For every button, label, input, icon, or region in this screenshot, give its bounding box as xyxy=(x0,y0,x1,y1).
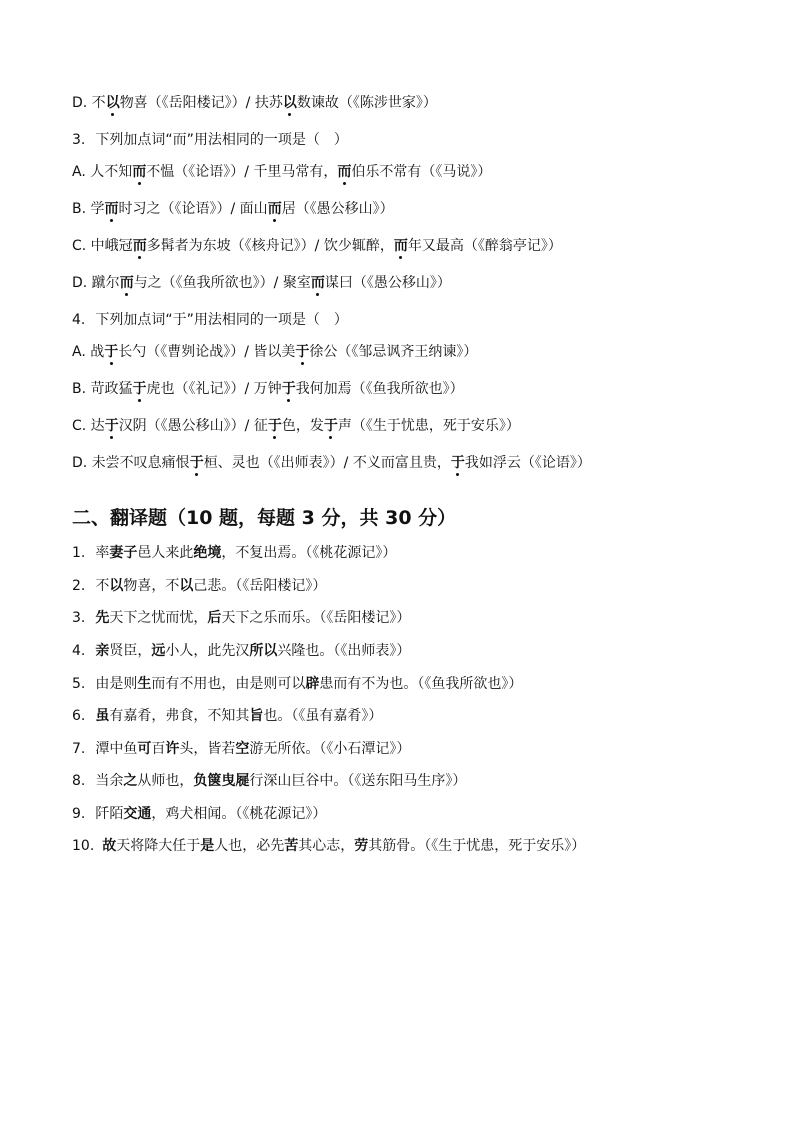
text: B. 苛政猛 xyxy=(72,381,133,397)
key-word: 故 xyxy=(102,838,117,854)
text: 而有不用也，由是则可以 xyxy=(151,676,306,692)
translation-item-9 xyxy=(72,804,326,824)
translation-item-4 xyxy=(72,641,410,661)
item-number: 6. xyxy=(72,708,86,724)
question-text: 下列加点词“于”用法相同的一项是（ ） xyxy=(95,312,348,328)
key-word: 生 xyxy=(137,676,152,692)
item-number: 8. xyxy=(72,773,86,789)
dotted-word: 而 xyxy=(119,275,134,291)
text: 我何加焉（《鱼我所欲也》） xyxy=(295,381,464,397)
option-b-q3 xyxy=(72,199,394,219)
key-word: 之 xyxy=(123,773,138,789)
translation-item-6 xyxy=(72,706,382,726)
text: 不愠（《论语》）/ 千里马常有， xyxy=(146,164,338,180)
key-word: 远 xyxy=(151,643,166,659)
text: 有嘉肴，弗食，不知其 xyxy=(109,708,250,724)
item-number: 1. xyxy=(72,545,86,561)
key-word: 以 xyxy=(109,578,124,594)
text: D. 未尝不叹息痛恨 xyxy=(72,455,190,471)
translation-item-1 xyxy=(72,543,396,563)
text: 天将降大任于 xyxy=(116,838,201,854)
text: 也。（《虽有嘉肴》） xyxy=(263,708,383,724)
text: 由是则 xyxy=(95,676,138,692)
text: A. 战 xyxy=(72,344,105,360)
dotted-word: 而 xyxy=(337,164,352,180)
key-word: 以 xyxy=(179,578,194,594)
option-b-q4 xyxy=(72,379,464,399)
question-number: 3. xyxy=(72,132,86,148)
text: 率 xyxy=(95,545,110,561)
text: 潭中鱼 xyxy=(95,741,138,757)
option-a-q3 xyxy=(72,162,491,182)
text: B. 学 xyxy=(72,201,105,217)
text: 当余 xyxy=(95,773,124,789)
text: 患而有不为也。（《鱼我所欲也》） xyxy=(319,676,523,692)
text: 贤臣， xyxy=(109,643,152,659)
text: 游无所依。（《小石潭记》） xyxy=(249,741,411,757)
dotted-word: 于 xyxy=(281,381,296,397)
key-word: 空 xyxy=(235,741,250,757)
text: 谋曰（《愚公移山》） xyxy=(324,275,451,291)
text: 与之（《鱼我所欲也》）/ 聚室 xyxy=(133,275,311,291)
translation-item-2 xyxy=(72,576,326,596)
text: 其心志， xyxy=(298,838,355,854)
text: 己悲。（《岳阳楼记》） xyxy=(193,578,327,594)
key-word: 妻子 xyxy=(109,545,138,561)
translation-item-10 xyxy=(72,836,585,856)
text: 我如浮云（《论语》） xyxy=(464,455,591,471)
item-number: 5. xyxy=(72,676,86,692)
text: 长勺（《曹刿论战》）/ 皆以美 xyxy=(118,344,296,360)
dotted-word: 于 xyxy=(450,455,465,471)
key-word: 是 xyxy=(200,838,215,854)
text: 年又最高（《醉翁亭记》） xyxy=(407,238,562,254)
text: 兴隆也。（《出师表》） xyxy=(277,643,411,659)
text: 阡陌 xyxy=(95,806,124,822)
text: 行深山巨谷中。（《送东阳马生序》） xyxy=(249,773,467,789)
text: ，鸡犬相闻。（《桃花源记》） xyxy=(151,806,327,822)
dotted-word: 于 xyxy=(323,418,338,434)
key-word: 负箧曳屣 xyxy=(193,773,250,789)
key-word: 许 xyxy=(165,741,180,757)
text: 时习之（《论语》）/ 面山 xyxy=(118,201,268,217)
dotted-word: 于 xyxy=(189,455,204,471)
key-word: 绝境 xyxy=(193,545,222,561)
translation-item-7 xyxy=(72,739,410,759)
dotted-word: 以 xyxy=(105,95,120,111)
key-word: 辟 xyxy=(305,676,320,692)
dotted-word: 而 xyxy=(267,201,282,217)
question-4 xyxy=(72,310,348,330)
key-word: 所以 xyxy=(249,643,278,659)
key-word: 劳 xyxy=(354,838,369,854)
option-c-q3 xyxy=(72,236,562,256)
key-word: 亲 xyxy=(95,643,110,659)
question-text: 下列加点词“而”用法相同的一项是（ ） xyxy=(95,132,348,148)
dotted-word: 于 xyxy=(132,381,147,397)
text: C. 达 xyxy=(72,418,105,434)
key-word: 可 xyxy=(137,741,152,757)
text: 居（《愚公移山》） xyxy=(281,201,394,217)
text: D. 不 xyxy=(72,95,106,111)
text: 人也，必先 xyxy=(214,838,285,854)
key-word: 先 xyxy=(95,610,110,626)
text: 虎也（《礼记》）/ 万钟 xyxy=(146,381,282,397)
section-title: 二、翻译题（10 题，每题 3 分，共 30 分） xyxy=(72,507,457,529)
text: A. 人不知 xyxy=(72,164,133,180)
dotted-word: 以 xyxy=(282,95,297,111)
text: 数谏故（《陈涉世家》） xyxy=(296,95,437,111)
text: C. 中峨冠 xyxy=(72,238,133,254)
key-word: 旨 xyxy=(249,708,264,724)
key-word: 交通 xyxy=(123,806,152,822)
translation-item-8 xyxy=(72,771,466,791)
dotted-word: 于 xyxy=(267,418,282,434)
item-number: 3. xyxy=(72,610,86,626)
text: 邑人来此 xyxy=(137,545,194,561)
text: 色，发 xyxy=(281,418,324,434)
question-3 xyxy=(72,130,348,150)
text: 头，皆若 xyxy=(179,741,236,757)
key-word: 后 xyxy=(207,610,222,626)
question-number: 4. xyxy=(72,312,86,328)
text: 汉阴（《愚公移山》）/ 征 xyxy=(118,418,268,434)
text: 小人，此先汉 xyxy=(165,643,250,659)
option-a-q4 xyxy=(72,342,477,362)
text: 徐公（《邹忌讽齐王纳谏》） xyxy=(309,344,478,360)
text: 其筋骨。（《生于忧患，死于安乐》） xyxy=(368,838,586,854)
dotted-word: 而 xyxy=(104,201,119,217)
item-number: 4. xyxy=(72,643,86,659)
translation-item-3 xyxy=(72,608,410,628)
text: 不 xyxy=(95,578,110,594)
text: 天下之乐而乐。（《岳阳楼记》） xyxy=(221,610,411,626)
text: 多髯者为东坡（《核舟记》）/ 饮少辄醉， xyxy=(146,238,394,254)
text: 伯乐不常有（《马说》） xyxy=(351,164,492,180)
option-c-q4 xyxy=(72,416,520,436)
dotted-word: 而 xyxy=(393,238,408,254)
item-number: 2. xyxy=(72,578,86,594)
item-number: 10. xyxy=(72,838,95,854)
text: ，不复出焉。（《桃花源记》） xyxy=(221,545,397,561)
dotted-word: 于 xyxy=(295,344,310,360)
dotted-word: 而 xyxy=(132,164,147,180)
option-d-q3 xyxy=(72,273,451,293)
text: 从师也， xyxy=(137,773,194,789)
text: 桓、灵也（《出师表》）/ 不义而富且贵， xyxy=(203,455,451,471)
dotted-word: 而 xyxy=(132,238,147,254)
item-number: 7. xyxy=(72,741,86,757)
dotted-word: 于 xyxy=(104,418,119,434)
text: 百 xyxy=(151,741,166,757)
text: 物喜（《岳阳楼记》）/ 扶苏 xyxy=(119,95,283,111)
text: 物喜，不 xyxy=(123,578,180,594)
text: 天下之忧而忧， xyxy=(109,610,208,626)
dotted-word: 于 xyxy=(104,344,119,360)
option-d-q4 xyxy=(72,453,591,473)
key-word: 虽 xyxy=(95,708,110,724)
text: 声（《生于忧患，死于安乐》） xyxy=(337,418,520,434)
text: D. 蹴尔 xyxy=(72,275,120,291)
translation-item-5 xyxy=(72,674,522,694)
item-number: 9. xyxy=(72,806,86,822)
key-word: 苦 xyxy=(284,838,299,854)
dotted-word: 而 xyxy=(310,275,325,291)
option-d-q2 xyxy=(72,93,437,113)
